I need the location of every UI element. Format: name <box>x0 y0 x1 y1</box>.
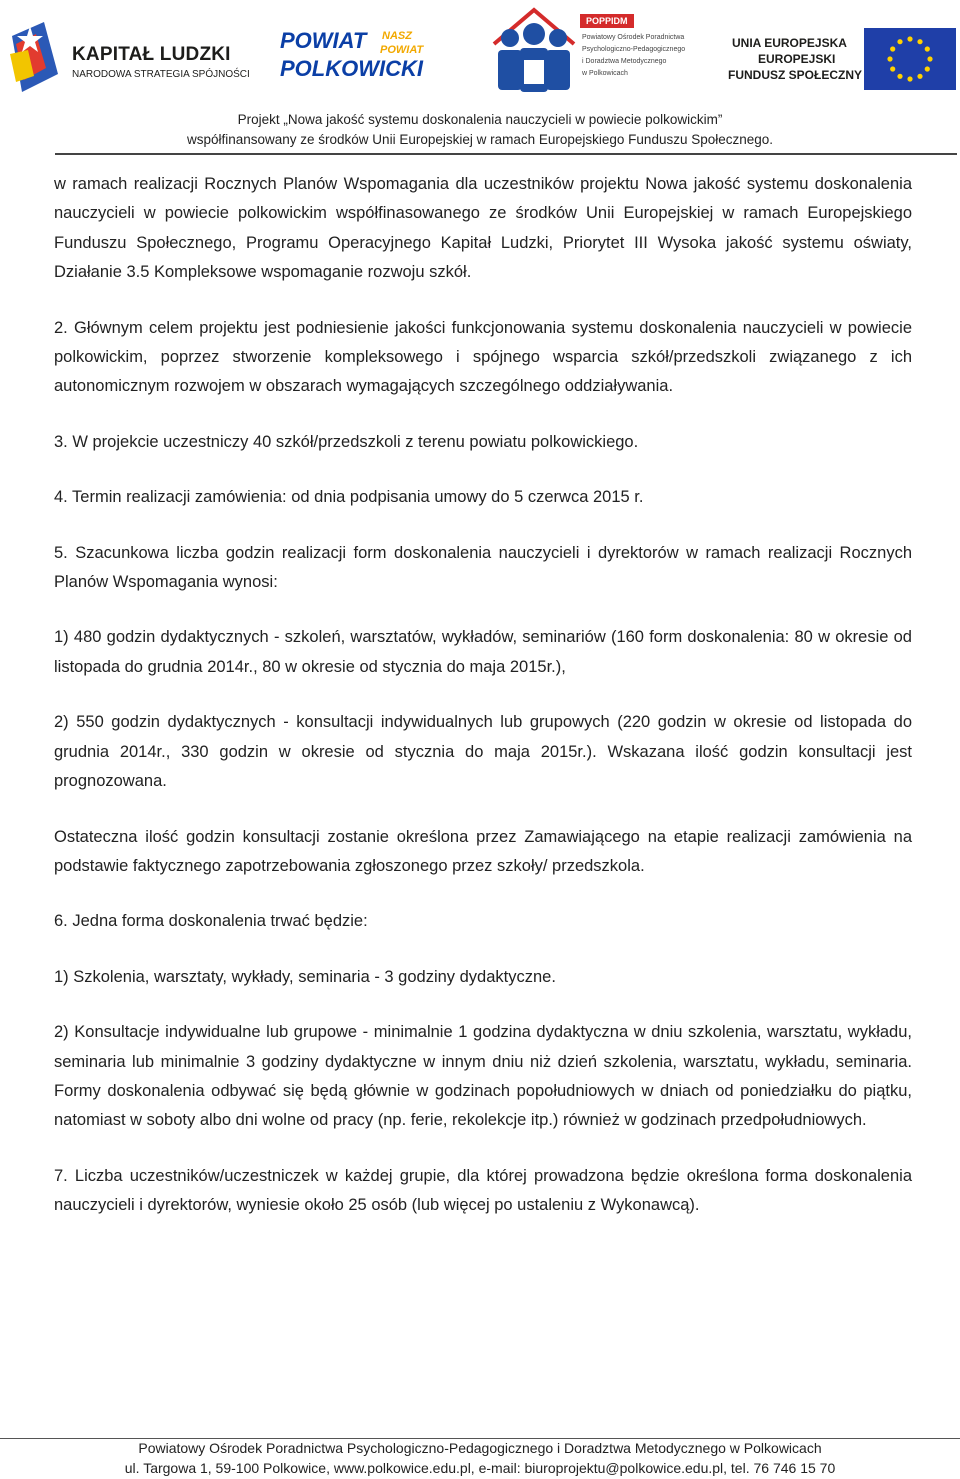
nasz-powiat-badge-line2: POWIAT <box>380 44 424 56</box>
powiat-logo-line1: POWIAT <box>280 28 367 53</box>
footer-divider <box>0 1438 960 1439</box>
paragraph: 1) 480 godzin dydaktycznych - szkoleń, warsztatów, wykładów, seminariów (160 form doskonalenia: 80 w okresie od listopada do grudnia 2014r., 80 w okresie od stycznia do maja 2015r.), <box>54 628 912 676</box>
header-divider <box>55 153 957 155</box>
nasz-powiat-badge-line1: NASZ <box>382 30 412 42</box>
poppidm-figures-icon <box>490 4 578 98</box>
powiat-polkowicki-logo <box>278 24 438 86</box>
unia-logo-line1: UNIA EUROPEJSKA <box>732 36 847 50</box>
kapital-ludzki-subtitle: NARODOWA STRATEGIA SPÓJNOŚCI <box>72 69 250 80</box>
paragraph: 2. Głównym celem projektu jest podniesienie jakości funkcjonowania systemu doskonalenia nauczycieli w powiecie polkowickim, poprzez stworzenie kompleksowego i spójnego wsparcia szkół/przedszkoli związanego z ich autonomicznym rozwojem w obszarach wymagających szczególnego oddziaływania. <box>54 318 912 396</box>
kapital-ludzki-emblem-icon <box>6 14 62 98</box>
footer-institution: Powiatowy Ośrodek Poradnictwa Psychologiczno-Pedagogicznego i Doradztwa Metodycznego w Polkowicach <box>138 1440 822 1456</box>
unia-logo-line3: FUNDUSZ SPOŁECZNY <box>728 68 863 82</box>
kapital-ludzki-logo <box>6 14 250 98</box>
page-footer <box>0 1428 960 1479</box>
kapital-ludzki-name: KAPITAŁ LUDZKI <box>72 44 231 65</box>
poppidm-text-line: w Polkowicach <box>582 70 628 77</box>
project-funding-line: współfinansowany ze środków Unii Europejskiej w ramach Europejskiego Funduszu Społecznego. <box>186 132 774 147</box>
eu-flag-icon <box>864 28 956 90</box>
paragraph: Ostateczna ilość godzin konsultacji zostanie określona przez Zamawiającego na etapie realizacji zamówienia na podstawie faktycznego zapotrzebowania zgłoszonego przez szkoły/ przedszkola. <box>54 827 912 875</box>
powiat-logo-line2: POLKOWICKI <box>280 56 423 81</box>
poppidm-logo <box>490 4 685 98</box>
paragraph: 6. Jedna forma doskonalenia trwać będzie: <box>54 912 368 931</box>
poppidm-text-line: Powiatowy Ośrodek Poradnictwa <box>582 34 685 41</box>
page-header <box>0 0 960 158</box>
paragraph: 2) Konsultacje indywidualne lub grupowe - minimalnie 1 godzina dydaktyczna w dniu szkolenia, warsztatu, wykładu, seminaria lub minimalnie 3 godziny dydaktyczne w innym dniu niż dzień szkolenia, warsztatu, wykładu, seminaria. Formy doskonalenia odbywać się będą głównie w godzinach popołudniowych w dniach od poniedziałku do piątku, natomiast w soboty albo dni wolne od pracy (np. ferie, rekolekcje itp.) również w godzinach przedpołudniowych. <box>54 1023 912 1130</box>
paragraph: w ramach realizacji Rocznych Planów Wspomagania dla uczestników projektu Nowa jakość systemu doskonalenia nauczycieli w powiecie polkowickim współfinasowanego ze środków Unii Europejskiej w ramach Europejskiego Funduszu Społecznego, Programu Operacyjnego Kapitał Ludzki, Priorytet III Wysoka jakość systemu oświaty, Działanie 3.5 Kompleksowe wspomaganie rozwoju szkół. <box>54 175 912 282</box>
paragraph: 7. Liczba uczestników/uczestniczek w każdej grupie, dla której prowadzona będzie określona forma doskonalenia nauczycieli i dyrektorów, wyniesie około 25 osób (lub więcej po ustaleniu z Wykonawcą). <box>54 1166 912 1215</box>
paragraph: 1) Szkolenia, warsztaty, wykłady, seminaria - 3 godziny dydaktyczne. <box>54 967 556 986</box>
logo-bar <box>0 0 960 108</box>
unia-europejska-logo <box>726 28 956 90</box>
paragraph: 2) 550 godzin dydaktycznych - konsultacji indywidualnych lub grupowych (220 godzin w okresie od listopada do grudnia 2014r., 330 godzin w okresie od stycznia do maja 2015r.). Wskazana ilość godzin konsultacji jest prognozowana. <box>54 713 912 791</box>
poppidm-badge: POPPIDM <box>580 14 634 28</box>
paragraph: 3. W projekcie uczestniczy 40 szkół/przedszkoli z terenu powiatu polkowickiego. <box>54 432 639 451</box>
poppidm-text-line: Psychologiczno-Pedagogicznego <box>582 46 686 53</box>
document-body <box>54 170 912 1247</box>
unia-logo-line2: EUROPEJSKI <box>758 52 836 66</box>
footer-contact: ul. Targowa 1, 59-100 Polkowice, www.polkowice.edu.pl, e-mail: biuroprojektu@polkowice.edu.pl, tel. 76 746 15 70 <box>124 1460 836 1476</box>
poppidm-text-line: i Doradztwa Metodycznego <box>582 58 667 65</box>
project-title-line: Projekt „Nowa jakość systemu doskonalenia nauczycieli w powiecie polkowickim” <box>237 112 723 127</box>
paragraph: 4. Termin realizacji zamówienia: od dnia podpisania umowy do 5 czerwca 2015 r. <box>54 488 644 507</box>
paragraph: 5. Szacunkowa liczba godzin realizacji form doskonalenia nauczycieli i dyrektorów w ramach realizacji Rocznych Planów Wspomagania wynosi: <box>54 543 912 592</box>
